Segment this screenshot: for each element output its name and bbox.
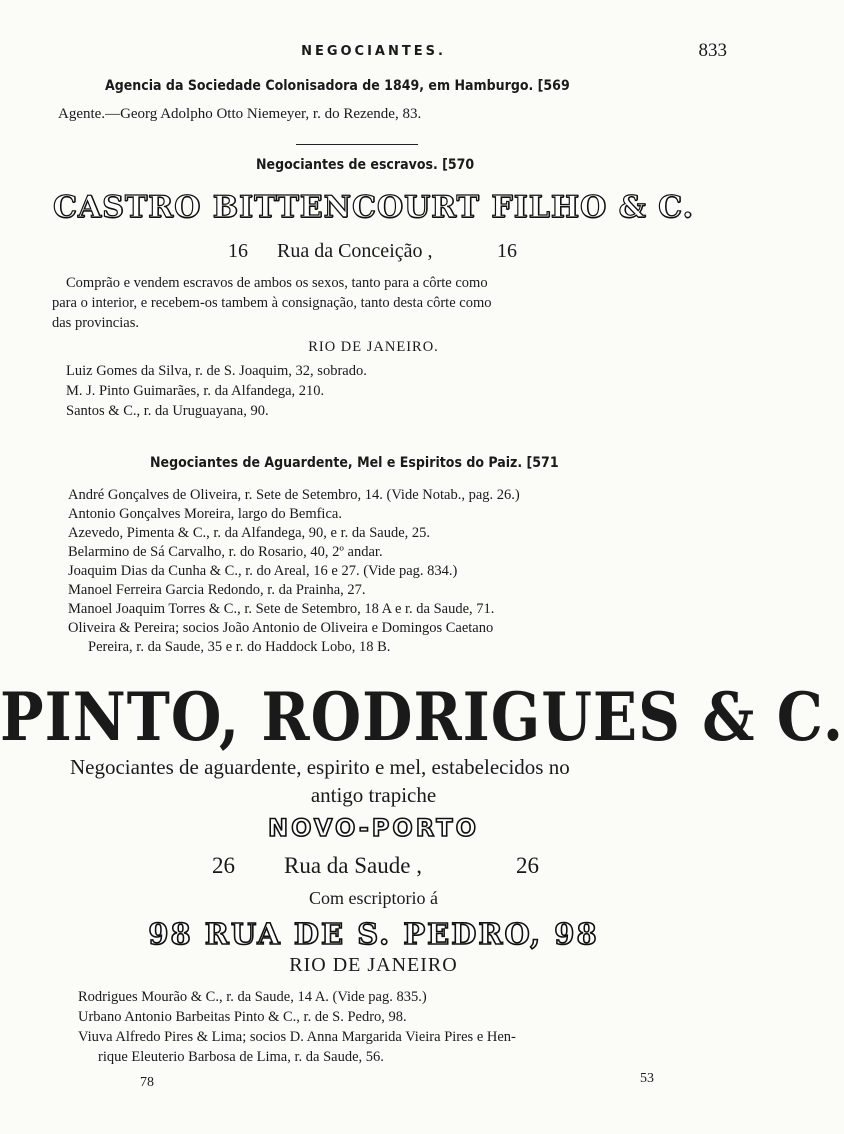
- spirits-trader-entry: André Gonçalves de Oliveira, r. Sete de Setembro, 14. (Vide Notab., pag. 26.): [68, 487, 520, 503]
- agency-title: Agencia da Sociedade Colonisadora de 1849, em Hamburgo. [569: [105, 78, 570, 94]
- page-number: 833: [698, 40, 727, 61]
- spirits-trader-entry: Urbano Antonio Barbeitas Pinto & C., r. de S. Pedro, 98.: [78, 1009, 407, 1025]
- page-header-title: NEGOCIANTES.: [301, 44, 446, 59]
- spirits-trader-entry: Rodrigues Mourão & C., r. da Saude, 14 A. (Vide pag. 835.): [78, 989, 427, 1005]
- pinto-office-label: Com escriptorio á: [309, 888, 438, 908]
- slave-trader-entry: Santos & C., r. da Uruguayana, 90.: [66, 403, 269, 419]
- pinto-ad-line: antigo trapiche: [310, 783, 437, 807]
- spirits-trader-entry: Oliveira & Pereira; socios João Antonio de Oliveira e Domingos Caetano: [68, 620, 494, 636]
- spirits-traders-heading: Negociantes de Aguardente, Mel e Espiritos do Paiz. [571: [150, 455, 559, 471]
- spirits-trader-entry: Viuva Alfredo Pires & Lima; socios D. Anna Margarida Vieira Pires e Hen-: [78, 1029, 516, 1045]
- pinto-city: RIO DE JANEIRO: [289, 954, 458, 976]
- footer-right-number: 53: [640, 1071, 654, 1086]
- castro-address-number-right: 16: [497, 240, 517, 262]
- pinto-rodrigues-ad-name: PINTO, RODRIGUES & C.: [0, 678, 844, 757]
- castro-city: RIO DE JANEIRO.: [308, 339, 439, 355]
- pinto-address-number-left: 26: [212, 853, 235, 878]
- spirits-trader-entry: Azevedo, Pimenta & C., r. da Alfandega, 90, e r. da Saude, 25.: [68, 525, 431, 541]
- footer-left-number: 78: [140, 1075, 154, 1090]
- spirits-trader-entry: Manoel Joaquim Torres & C., r. Sete de Setembro, 18 A e r. da Saude, 71.: [68, 601, 495, 617]
- pinto-office-address: 98 RUA DE S. PEDRO, 98: [148, 917, 599, 951]
- castro-address-street: Rua da Conceição ,: [277, 240, 433, 262]
- section-divider: [296, 144, 418, 145]
- pinto-ad-line: Negociantes de aguardente, espirito e mel, estabelecidos no: [70, 755, 570, 779]
- spirits-trader-entry: Belarmino de Sá Carvalho, r. do Rosario, 40, 2º andar.: [68, 544, 383, 560]
- castro-bittencourt-ad-name: CASTRO BITTENCOURT FILHO & C.: [53, 190, 694, 225]
- castro-description-line: para o interior, e recebem-os tambem à consignação, tanto desta côrte como: [52, 295, 492, 311]
- spirits-trader-entry: Joaquim Dias da Cunha & C., r. do Areal, 16 e 27. (Vide pag. 834.): [68, 563, 458, 579]
- spirits-trader-entry: Antonio Gonçalves Moreira, largo do Bemfica.: [68, 506, 342, 522]
- castro-description-line: Comprão e vendem escravos de ambos os sexos, tanto para a côrte como: [66, 275, 488, 291]
- pinto-address-street: Rua da Saude ,: [284, 853, 422, 878]
- slave-traders-heading: Negociantes de escravos. [570: [256, 157, 475, 173]
- agency-agent-line: Agente.—Georg Adolpho Otto Niemeyer, r. do Rezende, 83.: [58, 106, 422, 122]
- spirits-trader-entry: rique Eleuterio Barbosa de Lima, r. da Saude, 56.: [98, 1049, 384, 1065]
- pinto-warehouse-name: NOVO-PORTO: [268, 814, 479, 842]
- spirits-trader-entry: Manoel Ferreira Garcia Redondo, r. da Prainha, 27.: [68, 582, 366, 598]
- slave-trader-entry: Luiz Gomes da Silva, r. de S. Joaquim, 32, sobrado.: [66, 363, 367, 379]
- castro-description-line: das provincias.: [52, 315, 139, 331]
- castro-address-number-left: 16: [228, 240, 248, 262]
- pinto-address-number-right: 26: [516, 853, 539, 878]
- slave-trader-entry: M. J. Pinto Guimarães, r. da Alfandega, 210.: [66, 383, 325, 399]
- spirits-trader-entry: Pereira, r. da Saude, 35 e r. do Haddock Lobo, 18 B.: [88, 639, 391, 655]
